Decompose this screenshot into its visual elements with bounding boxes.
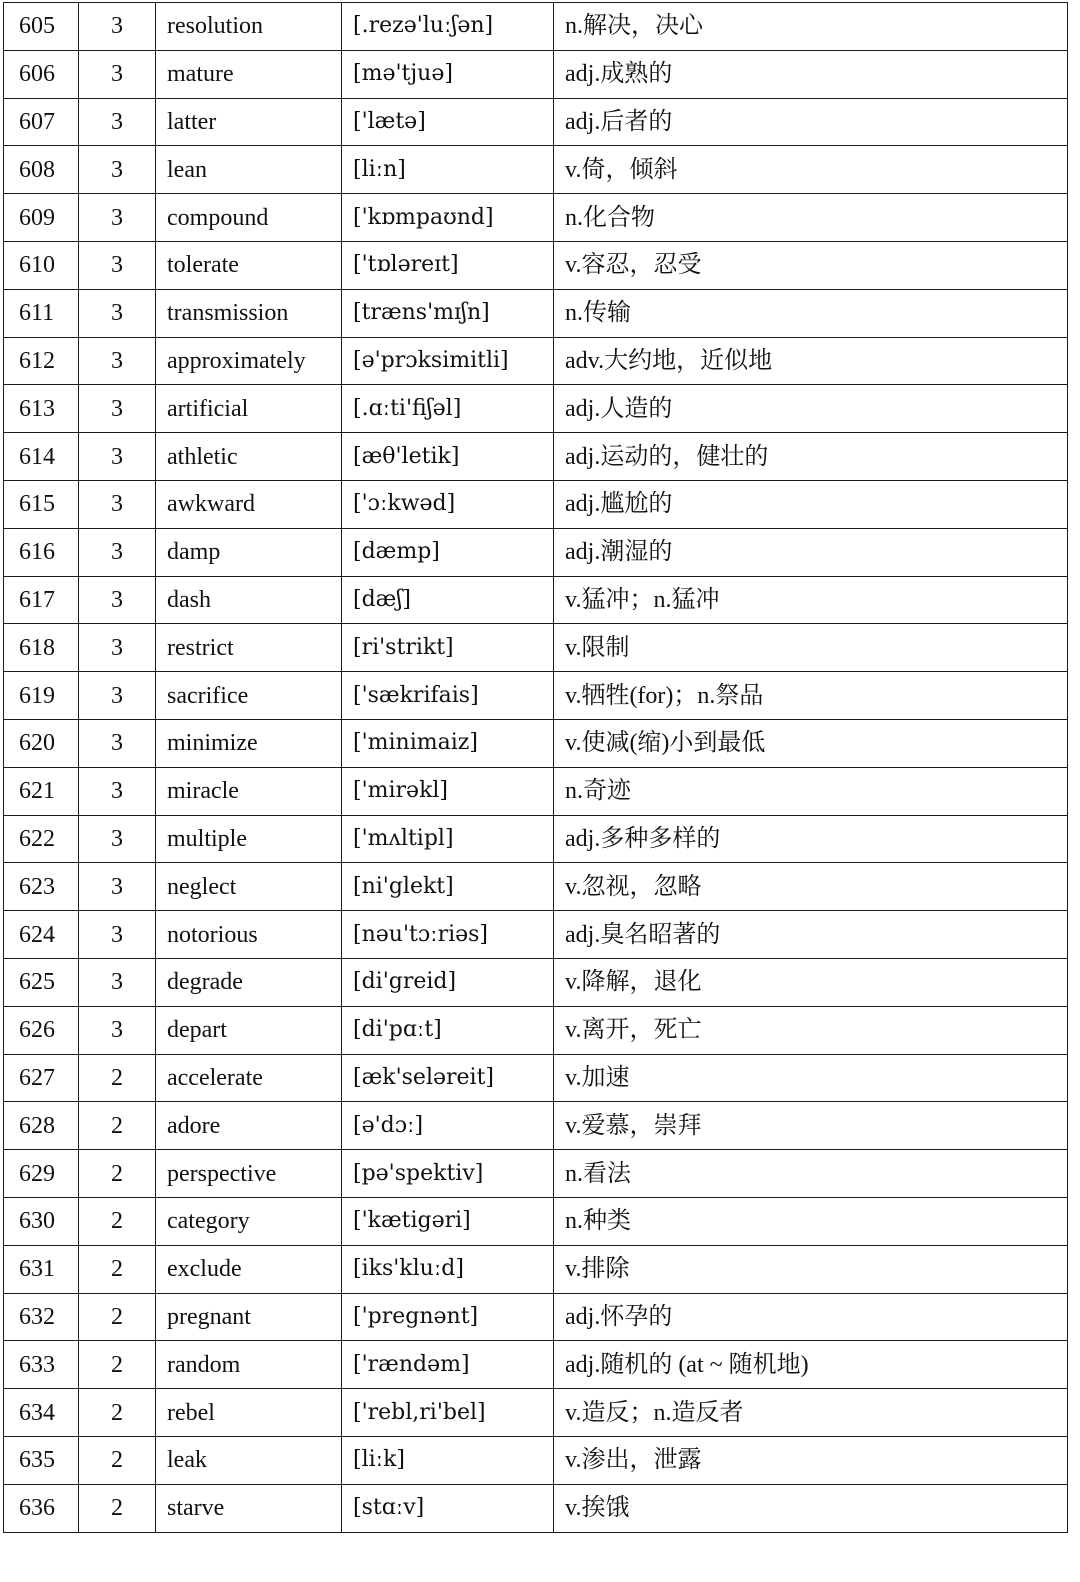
table-row: [4, 433, 1068, 481]
phonetic-cell: ['ɔːkwəd]: [342, 480, 554, 528]
phonetic-cell: [ni'glekt]: [342, 863, 554, 911]
entry-number-cell: 605: [4, 3, 79, 51]
word-cell: perspective: [156, 1150, 342, 1198]
table-row: [4, 911, 1068, 959]
entry-number-cell: 630: [4, 1197, 79, 1245]
meaning-cell: v.倚，倾斜: [554, 146, 1068, 194]
table-row: [4, 1102, 1068, 1150]
entry-number-cell: 621: [4, 767, 79, 815]
entry-number-cell: 631: [4, 1245, 79, 1293]
vocabulary-table: [3, 2, 1068, 1533]
word-cell: accelerate: [156, 1054, 342, 1102]
phonetic-cell: [di'pɑːt]: [342, 1006, 554, 1054]
table-row: [4, 146, 1068, 194]
word-cell: notorious: [156, 911, 342, 959]
frequency-cell: 3: [79, 3, 156, 51]
entry-number-cell: 626: [4, 1006, 79, 1054]
word-cell: restrict: [156, 624, 342, 672]
entry-number-cell: 616: [4, 528, 79, 576]
phonetic-cell: [nəu'tɔːriəs]: [342, 911, 554, 959]
word-cell: rebel: [156, 1389, 342, 1437]
frequency-cell: 2: [79, 1293, 156, 1341]
phonetic-cell: [liːk]: [342, 1436, 554, 1484]
entry-number-cell: 632: [4, 1293, 79, 1341]
frequency-cell: 2: [79, 1484, 156, 1532]
table-row: [4, 1484, 1068, 1532]
table-row: [4, 576, 1068, 624]
frequency-cell: 3: [79, 241, 156, 289]
entry-number-cell: 612: [4, 337, 79, 385]
phonetic-cell: [di'greid]: [342, 958, 554, 1006]
frequency-cell: 2: [79, 1054, 156, 1102]
entry-number-cell: 634: [4, 1389, 79, 1437]
frequency-cell: 2: [79, 1197, 156, 1245]
table-row: [4, 1150, 1068, 1198]
entry-number-cell: 606: [4, 50, 79, 98]
phonetic-cell: ['tɒləreɪt]: [342, 241, 554, 289]
table-row: [4, 50, 1068, 98]
word-cell: artificial: [156, 385, 342, 433]
word-cell: starve: [156, 1484, 342, 1532]
phonetic-cell: [ri'strikt]: [342, 624, 554, 672]
phonetic-cell: [.ɑːti'fiʃəl]: [342, 385, 554, 433]
meaning-cell: adj.潮湿的: [554, 528, 1068, 576]
frequency-cell: 3: [79, 194, 156, 242]
entry-number-cell: 607: [4, 98, 79, 146]
meaning-cell: n.解决，决心: [554, 3, 1068, 51]
table-row: [4, 1006, 1068, 1054]
meaning-cell: v.降解，退化: [554, 958, 1068, 1006]
phonetic-cell: [æk'seləreit]: [342, 1054, 554, 1102]
word-cell: neglect: [156, 863, 342, 911]
meaning-cell: v.加速: [554, 1054, 1068, 1102]
meaning-cell: v.爱慕，崇拜: [554, 1102, 1068, 1150]
entry-number-cell: 610: [4, 241, 79, 289]
table-row: [4, 194, 1068, 242]
frequency-cell: 3: [79, 50, 156, 98]
table-row: [4, 98, 1068, 146]
meaning-cell: v.使减(缩)小到最低: [554, 719, 1068, 767]
word-cell: transmission: [156, 289, 342, 337]
entry-number-cell: 615: [4, 480, 79, 528]
word-cell: mature: [156, 50, 342, 98]
table-row: [4, 767, 1068, 815]
phonetic-cell: [iks'kluːd]: [342, 1245, 554, 1293]
word-cell: pregnant: [156, 1293, 342, 1341]
frequency-cell: 2: [79, 1150, 156, 1198]
meaning-cell: adj.怀孕的: [554, 1293, 1068, 1341]
entry-number-cell: 622: [4, 815, 79, 863]
word-cell: damp: [156, 528, 342, 576]
frequency-cell: 3: [79, 98, 156, 146]
meaning-cell: v.忽视，忽略: [554, 863, 1068, 911]
word-cell: dash: [156, 576, 342, 624]
phonetic-cell: [stɑːv]: [342, 1484, 554, 1532]
phonetic-cell: ['minimaiz]: [342, 719, 554, 767]
meaning-cell: v.排除: [554, 1245, 1068, 1293]
entry-number-cell: 624: [4, 911, 79, 959]
phonetic-cell: [æθ'letik]: [342, 433, 554, 481]
frequency-cell: 3: [79, 1006, 156, 1054]
table-row: [4, 719, 1068, 767]
meaning-cell: n.传输: [554, 289, 1068, 337]
phonetic-cell: ['lætə]: [342, 98, 554, 146]
phonetic-cell: [pə'spektiv]: [342, 1150, 554, 1198]
entry-number-cell: 636: [4, 1484, 79, 1532]
phonetic-cell: ['mirəkl]: [342, 767, 554, 815]
table-row: [4, 624, 1068, 672]
table-row: [4, 863, 1068, 911]
meaning-cell: adj.多种多样的: [554, 815, 1068, 863]
word-cell: latter: [156, 98, 342, 146]
meaning-cell: adj.尴尬的: [554, 480, 1068, 528]
entry-number-cell: 635: [4, 1436, 79, 1484]
table-row: [4, 3, 1068, 51]
meaning-cell: adj.人造的: [554, 385, 1068, 433]
frequency-cell: 2: [79, 1245, 156, 1293]
meaning-cell: v.渗出，泄露: [554, 1436, 1068, 1484]
word-cell: athletic: [156, 433, 342, 481]
meaning-cell: n.种类: [554, 1197, 1068, 1245]
frequency-cell: 3: [79, 337, 156, 385]
frequency-cell: 3: [79, 146, 156, 194]
phonetic-cell: [liːn]: [342, 146, 554, 194]
meaning-cell: v.容忍，忍受: [554, 241, 1068, 289]
meaning-cell: adj.随机的 (at ~ 随机地): [554, 1341, 1068, 1389]
table-row: [4, 241, 1068, 289]
word-cell: adore: [156, 1102, 342, 1150]
entry-number-cell: 613: [4, 385, 79, 433]
frequency-cell: 3: [79, 624, 156, 672]
word-cell: leak: [156, 1436, 342, 1484]
entry-number-cell: 623: [4, 863, 79, 911]
word-cell: degrade: [156, 958, 342, 1006]
entry-number-cell: 617: [4, 576, 79, 624]
frequency-cell: 2: [79, 1389, 156, 1437]
entry-number-cell: 627: [4, 1054, 79, 1102]
meaning-cell: v.猛冲；n.猛冲: [554, 576, 1068, 624]
meaning-cell: n.化合物: [554, 194, 1068, 242]
entry-number-cell: 611: [4, 289, 79, 337]
frequency-cell: 3: [79, 672, 156, 720]
phonetic-cell: ['rændəm]: [342, 1341, 554, 1389]
frequency-cell: 3: [79, 576, 156, 624]
table-row: [4, 289, 1068, 337]
frequency-cell: 3: [79, 480, 156, 528]
entry-number-cell: 608: [4, 146, 79, 194]
table-row: [4, 1054, 1068, 1102]
entry-number-cell: 629: [4, 1150, 79, 1198]
phonetic-cell: [dæmp]: [342, 528, 554, 576]
word-cell: approximately: [156, 337, 342, 385]
entry-number-cell: 633: [4, 1341, 79, 1389]
entry-number-cell: 620: [4, 719, 79, 767]
meaning-cell: v.限制: [554, 624, 1068, 672]
frequency-cell: 3: [79, 815, 156, 863]
vocabulary-table-body: [4, 3, 1068, 1533]
phonetic-cell: [mə'tjuə]: [342, 50, 554, 98]
meaning-cell: adj.成熟的: [554, 50, 1068, 98]
entry-number-cell: 618: [4, 624, 79, 672]
word-cell: awkward: [156, 480, 342, 528]
frequency-cell: 3: [79, 911, 156, 959]
phonetic-cell: ['kɒmpaʊnd]: [342, 194, 554, 242]
word-cell: minimize: [156, 719, 342, 767]
table-row: [4, 1389, 1068, 1437]
frequency-cell: 2: [79, 1102, 156, 1150]
frequency-cell: 3: [79, 289, 156, 337]
meaning-cell: n.看法: [554, 1150, 1068, 1198]
word-cell: tolerate: [156, 241, 342, 289]
phonetic-cell: ['sækrifais]: [342, 672, 554, 720]
word-cell: miracle: [156, 767, 342, 815]
frequency-cell: 3: [79, 863, 156, 911]
frequency-cell: 3: [79, 528, 156, 576]
phonetic-cell: ['rebl,ri'bel]: [342, 1389, 554, 1437]
frequency-cell: 2: [79, 1436, 156, 1484]
entry-number-cell: 614: [4, 433, 79, 481]
word-cell: depart: [156, 1006, 342, 1054]
frequency-cell: 3: [79, 767, 156, 815]
table-row: [4, 1341, 1068, 1389]
table-row: [4, 1245, 1068, 1293]
phonetic-cell: ['kætigəri]: [342, 1197, 554, 1245]
table-row: [4, 1293, 1068, 1341]
table-row: [4, 958, 1068, 1006]
meaning-cell: v.挨饿: [554, 1484, 1068, 1532]
word-cell: exclude: [156, 1245, 342, 1293]
word-cell: compound: [156, 194, 342, 242]
meaning-cell: adj.臭名昭著的: [554, 911, 1068, 959]
entry-number-cell: 625: [4, 958, 79, 1006]
meaning-cell: n.奇迹: [554, 767, 1068, 815]
table-row: [4, 672, 1068, 720]
word-cell: sacrifice: [156, 672, 342, 720]
meaning-cell: v.造反；n.造反者: [554, 1389, 1068, 1437]
phonetic-cell: [.rezə'luːʃən]: [342, 3, 554, 51]
phonetic-cell: [ə'dɔː]: [342, 1102, 554, 1150]
meaning-cell: v.牺牲(for)；n.祭品: [554, 672, 1068, 720]
entry-number-cell: 628: [4, 1102, 79, 1150]
frequency-cell: 2: [79, 1341, 156, 1389]
table-row: [4, 1197, 1068, 1245]
frequency-cell: 3: [79, 385, 156, 433]
frequency-cell: 3: [79, 958, 156, 1006]
entry-number-cell: 619: [4, 672, 79, 720]
table-row: [4, 815, 1068, 863]
table-row: [4, 528, 1068, 576]
word-cell: random: [156, 1341, 342, 1389]
meaning-cell: adj.后者的: [554, 98, 1068, 146]
word-cell: category: [156, 1197, 342, 1245]
table-row: [4, 337, 1068, 385]
table-row: [4, 480, 1068, 528]
phonetic-cell: [dæʃ]: [342, 576, 554, 624]
phonetic-cell: [ə'prɔksimitli]: [342, 337, 554, 385]
frequency-cell: 3: [79, 719, 156, 767]
entry-number-cell: 609: [4, 194, 79, 242]
word-cell: resolution: [156, 3, 342, 51]
meaning-cell: adj.运动的，健壮的: [554, 433, 1068, 481]
phonetic-cell: [træns'mɪʃn]: [342, 289, 554, 337]
word-cell: multiple: [156, 815, 342, 863]
word-cell: lean: [156, 146, 342, 194]
meaning-cell: v.离开，死亡: [554, 1006, 1068, 1054]
phonetic-cell: ['mʌltipl]: [342, 815, 554, 863]
phonetic-cell: ['pregnənt]: [342, 1293, 554, 1341]
table-row: [4, 385, 1068, 433]
frequency-cell: 3: [79, 433, 156, 481]
table-row: [4, 1436, 1068, 1484]
meaning-cell: adv.大约地，近似地: [554, 337, 1068, 385]
